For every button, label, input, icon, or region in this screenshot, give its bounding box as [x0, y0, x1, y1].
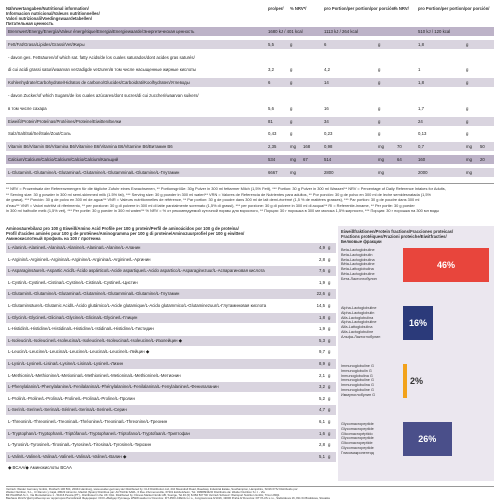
amino-label: L-Threonin/L-Threonine/L-Treonina/L-Thréonine/L-Treonina/L-Threonine/L-Треонин [8, 419, 168, 424]
nutrient-label: Fett/Fat/Grasa/Lipides/Grassi/Vet/Жиры [8, 41, 85, 47]
amino-value: 1,6 [319, 430, 325, 436]
nrv-portion-water: 50 [480, 144, 485, 150]
value-per-100g: 81 [268, 118, 273, 124]
nutrient-label: - davon Zucker/of which Sugars/de los cuales azúcares/dont sucres/di cui zuccheri/waarvan suikers/ [8, 93, 199, 98]
amino-unit: g [328, 349, 331, 355]
fraction-name: Alfa-Lactoglobulina [341, 315, 374, 320]
amino-value: 7,6 [319, 268, 325, 274]
amino-row [6, 440, 336, 450]
value-per-100g: 6 [268, 80, 271, 86]
amino-value: 5,3 [319, 337, 325, 343]
col1-header: pro/per/ [268, 6, 284, 11]
unit-portion-water: g [466, 80, 469, 86]
nutrition-row [6, 53, 494, 62]
value-portion-milk: 2800 [324, 169, 334, 175]
unit-portion-milk: g [378, 67, 381, 73]
protein-title-line-1: Eiweißfraktionen/Protein fractions/Fracciones proteicas/ [341, 229, 454, 234]
unit-portion-water: mg [466, 157, 472, 162]
amino-unit: g [328, 430, 331, 436]
value-per-100g: 5,5 [268, 41, 274, 47]
fraction-name: Alpha-Lactoglobuline [341, 320, 377, 325]
amino-row [6, 347, 336, 357]
amino-row [6, 301, 336, 311]
fraction-name: Alfa-Lactoglobuline [341, 330, 374, 334]
value-portion-water: 160 [418, 157, 426, 162]
nutrient-label: Salz/Salt/Sal/Sel/Sale/Zout/Соль [8, 131, 71, 137]
amino-row [6, 336, 336, 346]
amino-label: L-Glutamin/L-Glutamine/L-Glutamina/L-Glutamine/L-Glutammina/L-Glutamine/L-Глутамин [8, 291, 180, 297]
fraction-name: Bêta-Lactoglobuline [341, 262, 375, 267]
amino-row [6, 405, 336, 415]
amino-label: ◆ BCAA/◆ Аминокислоты ВСАА [8, 465, 72, 471]
amino-title-line-1: Aminosäurebilanz pro 100 g Eiweiß/Amino Acid Profile per 100 g protein/Perfil de aminoácidos por 100 g de proteína/ [6, 226, 239, 231]
value-per-100g: 0,43 [268, 131, 277, 137]
distribution-line: BF PHARMA S.r.l., Via Montefalcone 1 - 51016 Pescia (PT) - Distributed in the UK: Dist. Distributed by: Fitness Market Nordic AB, Sverige, Tel 46 (0) 8-684 507 50/ Vertrieb Schweiz: Weirsport Nutrition GmbH, Tricon 8001 [6, 493, 280, 497]
distribution-line: Bauhaus Zürich/ Дистрибьютор на территории Российской Федерации: ООО «Вейдер Русланд» WWW.weider.ru/ Dovozce: FIT-PRO-CZECH s.r.o., Jungmannova 6/1016, 19000 Praha 9/ Dovozca: FIT PLUS s.r.o., Štefánikova 16, 811 04 Bratislava, Slovakia [6, 496, 330, 500]
fraction-bar [403, 306, 433, 340]
unit-portion-milk: g [378, 41, 381, 47]
amino-label: L-Histidin/L-Histidine/L-Histidina/L-Histidine/L-Istidina/L-Histidine/L-Гистидин [8, 326, 154, 332]
nutrition-title-line-4: Питательная ценность [6, 21, 54, 26]
fraction-name: Immunoglobulina G [341, 383, 374, 388]
fraction-name: Иммуноглобулин G [341, 392, 376, 397]
fraction-name: Alpha-Lactoglobulin [341, 310, 375, 315]
nrv-portion-water: 20 [480, 157, 485, 162]
nutrition-row [6, 40, 494, 49]
distribution-line: Weider Nutrition, S.L., C/ Ramón y Cajal, 28023 Alcorcón, Madrid (Spain)/ Distribué par: ACTILIFE SARL, 6 Rue d'Armenonville, 67201 Eckbolsheim, Tél. 0386893420/ Distribuito da: Weider Nutrition S.r.l. - Via [6, 490, 265, 494]
col3-header: pro Portion/per portion/por porción/ [418, 6, 490, 11]
fraction-name: Immunoglobuline G [341, 378, 374, 383]
value-portion-milk: 514 [324, 157, 332, 162]
unit-portion-milk: g [378, 131, 381, 137]
value-portion-water: 1 [418, 67, 421, 73]
nrv-per-100g: 168 [303, 144, 311, 150]
unit-portion-water: g [466, 67, 469, 73]
footnote-line: ** Serving size: 30 g powder in 300 ml semi-skimmed milk (1.5% fat), *** Serving size: 30 g powder in 300 ml water/** VRN = Valores de Referencia de Nutrientes para adultos, ** Por porción: 30 g de polvo en 300 ml de leche semidesnatada (1,5% [6, 191, 431, 197]
unit-per-100g: mg [290, 169, 296, 175]
unit-per-100g: mg [290, 157, 296, 162]
fraction-name: Бета-Лактоглобулин [341, 276, 377, 281]
nutrition-row [6, 155, 494, 164]
amino-row [6, 359, 336, 369]
fraction-name: Alfa-Lattoglobulina [341, 325, 373, 330]
amino-row [6, 382, 336, 392]
amino-unit: g [328, 279, 331, 285]
amino-unit: g [328, 419, 331, 424]
nutrition-row [6, 104, 494, 113]
amino-label: L-Valin/L-Valine/L-Valina/L-Valine/L-Valina/L-Valine/L-Валин ◆ [8, 453, 127, 459]
value-portion-milk: 16 [324, 105, 329, 111]
amino-unit: g [328, 326, 331, 332]
fraction-name: Glycomacropeptide [341, 422, 374, 426]
amino-unit: g [328, 268, 331, 274]
amino-row [6, 417, 336, 427]
fraction-name: Inmunoglobulina G [341, 373, 373, 378]
amino-row [6, 289, 336, 299]
amino-value: 4,9 [319, 245, 325, 250]
footnote-line: in 300 ml halfvolle melk (1,5% vet), *** Per portie: 30 g poeder in 300 ml water/** % NRV = % от рекомендуемой суточной нормы для взрослого, ** Порция: 30 г порошка в 300 мл молока 1,5% жирности, *** Порция: 30 г порошка на 300 мл воды [6, 208, 440, 214]
nrv-portion-milk: 64 [397, 157, 402, 162]
protein-title-line-2: Fractions protéiques/Frazioni proteiche/Eiwitfracties/ [341, 234, 447, 239]
fraction-name: Immunoglobuline G [341, 388, 374, 392]
value-portion-milk: 6 [324, 41, 327, 47]
nutrition-title-line-3: Valori nutrizionali/Voedingswaardetabellen/ [6, 16, 93, 21]
unit-per-100g: mg [290, 144, 296, 150]
nutrition-row [6, 78, 494, 87]
amino-value: 1,9 [319, 279, 325, 285]
protein-fractions-panel [338, 226, 494, 481]
unit-portion-water: mg [466, 169, 472, 175]
divider [6, 183, 494, 184]
nutrition-title-line-1: Nährwertangaben/Nutritional information/ [6, 6, 89, 11]
amino-label: L-Leucin/L-Leucine/L-Leucina/L-Leucine/L-Leucina/L-Leucine/L-Лейцин ◆ [8, 349, 150, 355]
amino-value: 5,2 [319, 395, 325, 401]
amino-label: L-Asparaginsäure/L-Aspartic Acid/L-Ácido aspártico/L-Acide aspartique/L-Acido aspartico/L-Asparaginezuur/L-Аспарагиновая кислота [8, 268, 265, 274]
fraction-name: Beta-Lactoglobulin [341, 252, 373, 257]
unit-per-100g: g [290, 67, 293, 73]
amino-label: L-Glutaminsäure/L-Glutamic Acid/L-Ácido glutámico/L-Acide glutamique/L-Acido glutammico/L-Glutaminezuur/L-Глутаминовая кислота [8, 303, 267, 308]
distribution-line: Vertrieb: Weider Germany GmbH, Postfach 106 564, 20044 Hamburg, www.weider-germany.de/ Distributed by: CLF Distribution Ltd, 210 Maundrell Road, Raedway Industrial Estate, Southampton, Hampshire, SO16 0YS/ Distribuido por: [6, 487, 299, 491]
amino-title-line-3: Аминокислотный профиль на 100 г протеина [6, 236, 101, 241]
amino-unit: g [328, 291, 331, 297]
nutrient-label: в том числе сахара [8, 105, 47, 111]
fraction-name: Glicomacropeptide [341, 441, 373, 446]
amino-row [6, 463, 336, 473]
amino-unit: g [328, 245, 331, 250]
amino-label: L-Lysin/L-Lysine/L-Lisina/L-Lysine/L-Lisina/L-Lysine/L-Лизин [8, 361, 123, 366]
amino-value: 1,8 [319, 314, 325, 320]
nutrition-row [6, 168, 494, 177]
amino-row [6, 394, 336, 404]
col1-nrv-header: % NRV*/ [290, 6, 307, 11]
amino-label: L-Tryptophan/L-Tryptophan/L-Triptófano/L-Tryptophane/L-Triptofano/L-Tryptofaan/L-Триптофан [8, 430, 190, 436]
amino-value: 2,8 [319, 256, 325, 262]
amino-label: L-Alanin/L-Alanine/L-Alanina/L-Alanine/L-Alanina/L-Alanine/L-Аланин [8, 245, 141, 250]
amino-unit: g [328, 372, 331, 378]
amino-value: 2,8 [319, 442, 325, 448]
amino-row [6, 266, 336, 276]
amino-unit: g [328, 303, 331, 308]
unit-portion-milk: mg [378, 169, 384, 175]
value-portion-milk: 1113 kJ / 264 kcal [324, 29, 358, 34]
value-portion-water: 0,13 [418, 131, 427, 137]
amino-title-line-2: Profil d'acides aminés pour 100 g de protéines/Aminogramma per 100 g di proteine/Aminozuurprofiel per 100 g eiwitten/ [6, 231, 245, 236]
unit-per-100g: g [290, 131, 293, 137]
nutrient-label: Brennwert/Energy/Energía/Valeur énergétique/Energia/Energiewaarde/Энергетическая ценность [8, 29, 195, 34]
amino-value: 2,1 [319, 372, 325, 378]
amino-label: L-Serin/L-Serine/L-Serina/L-Sérine/L-Serina/L-Serine/L-Серин [8, 407, 127, 413]
amino-value: 14,5 [316, 303, 325, 308]
unit-portion-water: g [466, 118, 469, 124]
fraction-name: Glycomacropeptide [341, 436, 374, 441]
nutrition-row [6, 129, 494, 138]
fraction-name: Immunoglobuline G [341, 364, 374, 368]
nutrition-title-line-2: Informacion nutricional/Valeurs nutritionnelles/ [6, 11, 100, 16]
value-portion-milk: 34 [324, 118, 329, 124]
nrv-portion-milk: 70 [397, 144, 402, 150]
amino-value: 1,9 [319, 326, 325, 332]
nutrient-label: Kohlenhydrate/Carbohydrate/Hidratos de carbono/Glucides/Carboidrati/Koolhydraten/Углеводы [8, 80, 190, 86]
nutrition-row [6, 27, 494, 36]
footnote-line: de grasa), *** Porción: 30 g de polvo en 300 ml de agua/** VNR = Valeurs nutritionnelles de référence, ** Par portion: 30 g de poudre dans 300 ml de lait demi-écrémé (1,5 % de matières grasses), *** Par portion: 30 g de poudre dans 300 ml [6, 197, 420, 203]
amino-value: 5,1 [319, 453, 325, 459]
value-portion-water: 1,8 [418, 41, 424, 47]
nutrient-label: - davon ges. Fettsäuren/of which sat. fatty Acids/de los cuales saturados/dont acides gras saturés/ [8, 54, 195, 60]
fraction-name: Bèta-Lactoglobuline [341, 272, 375, 276]
amino-value: 4,7 [319, 407, 325, 413]
value-portion-water: 2000 [418, 169, 428, 175]
fraction-percent: 26% [418, 434, 437, 444]
amino-row [6, 324, 336, 334]
value-portion-water: 510 kJ / 120 kcal [418, 29, 451, 34]
amino-label: L-Glycin/L-Glycine/L-Glicina/L-Glycine/L-Glicina/L-Glycine/L-Глицин [8, 314, 138, 320]
value-per-100g: 1680 kJ / 401 kcal [268, 29, 303, 34]
fraction-name: Immunoglobulin G [341, 368, 372, 373]
amino-unit: g [328, 407, 331, 413]
amino-unit: g [328, 337, 331, 343]
nutrition-row [6, 91, 494, 100]
amino-value: 3,2 [319, 384, 325, 390]
fraction-bar [403, 248, 489, 282]
amino-label: L-Methionin/L-Methionine/L-Metionina/L-Methionine/L-Metionina/L-Methionine/L-Метионин [8, 372, 181, 378]
amino-label: L-Prolin/L-Proline/L-Prolina/L-Proline/L-Prolina/L-Proline/L-Пролин [8, 395, 135, 401]
nrv-per-100g: 67 [303, 157, 308, 162]
amino-unit: g [328, 256, 331, 262]
value-portion-milk: 0,23 [324, 131, 333, 137]
footnote-line: ** NRV = Prozentsatz der Referenzmengen für die tägliche Zufuhr eines Erwachsenen, ** Portionsgröße: 30g Pulver in 300 ml fettarmer Milch (1,5% Fett), *** Portion: 30 g Pulver in 300 ml Wasser/** NRV = Percentage of Daily Reference Intakes for Adults, [6, 186, 446, 191]
amino-acid-table [6, 226, 336, 481]
unit-portion-milk: mg [378, 144, 384, 150]
value-portion-milk: 4,2 [324, 67, 330, 73]
nutrition-row [6, 142, 494, 151]
value-per-100g: 3,2 [268, 67, 274, 73]
value-portion-water: 24 [418, 118, 423, 124]
fraction-name: Alpha-Lactoglobuline [341, 306, 377, 310]
unit-portion-milk: g [378, 118, 381, 124]
value-per-100g: 5,6 [268, 105, 274, 111]
fraction-name: Beta-Lactoglobulina [341, 257, 375, 262]
value-portion-milk: 14 [324, 80, 329, 86]
amino-value: 9,7 [319, 349, 325, 355]
unit-per-100g: g [290, 41, 293, 47]
fraction-name: Beta-Lattoglobulina [341, 267, 374, 272]
fraction-name: Glycomacropeptide [341, 446, 374, 450]
nutrient-label: L-Glutamin/L-Glutamine/L-Glutamina/L-Glutamine/L-Glutammina/L-Glutamine/L-Глутамин [8, 169, 180, 175]
unit-portion-milk: g [378, 80, 381, 86]
nutrition-row [6, 65, 494, 74]
amino-row [6, 371, 336, 381]
amino-unit: g [328, 384, 331, 390]
fraction-percent: 16% [408, 318, 427, 328]
nutrient-label: di cui acidi grassi saturi/waarvan verzadigde vetzuren/в том числе насыщенные жирные кислоты [8, 67, 197, 73]
nutrient-label: Eiweiß/Protein/Proteínas/Protéines/Proteine/Eiwitten/Белки [8, 118, 122, 124]
amino-row [6, 278, 336, 288]
unit-per-100g: g [290, 105, 293, 111]
fraction-name: Альфа-Лактоглобулин [341, 334, 381, 339]
nutrient-label: Calcium/Calcium/Calcio/Calcium/Calcio/Calcium/Кальций [8, 157, 119, 162]
amino-row [6, 255, 336, 265]
value-portion-water: 1,7 [418, 105, 424, 111]
amino-unit: g [328, 442, 331, 448]
nutrition-row [6, 117, 494, 126]
protein-title-line-3: Белковые фракции [341, 239, 382, 244]
amino-row [6, 313, 336, 323]
value-portion-milk: 0,98 [324, 144, 333, 150]
amino-unit: g [328, 453, 331, 459]
unit-per-100g: g [290, 80, 293, 86]
amino-value: 8,9 [319, 361, 325, 366]
unit-portion-water: g [466, 131, 469, 137]
amino-value: 22,6 [316, 291, 325, 297]
col2-header: pro Portion/per portion/por porción/ [324, 6, 396, 11]
unit-portion-water: g [466, 105, 469, 111]
fraction-percent: 46% [436, 260, 455, 270]
amino-unit: g [328, 361, 331, 366]
footnote-line: d'eau/** VNR = Valori nutritivi di riferimento, ** per porzione: 30 g di polvere in 300 ml di latte parzialmente scremato (1,5% di grassi), *** per porzione: 30 g di polvere in 300 ml di acqua/** RI = Referentie-inname, ** Per portie: 30 g poeder [6, 202, 415, 208]
unit-portion-water: g [466, 41, 469, 47]
amino-label: L-Phenylalanin/L-Phenylalanine/L-Fenilalanina/L-Phénylalanine/L-Fenilalanina/L-Fenylalanine/L-Фенилаланин [8, 384, 219, 390]
amino-value: 6,1 [319, 419, 325, 424]
fraction-percent: 2% [410, 376, 424, 386]
amino-label: L-Arginin/L-Arginine/L-Arginina/L-Arginine/L-Arginina/L-Arginine/L-Аргинин [8, 256, 151, 262]
nutrient-label: Vitamin B6/Vitamin B6/Vitamina B6/Vitamine B6/Vitamina B6/Vitamine B6/Витамин B6 [8, 144, 173, 150]
amino-unit: g [328, 314, 331, 320]
fraction-name: Гликомакропептид [341, 450, 374, 455]
amino-unit: g [328, 395, 331, 401]
amino-label: L-Isoleucin/L-Isoleucine/L-Isoleucina/L-Isoleucine/L-Isoleucina/L-Isoleucine/L-Изолейцин ◆ [8, 337, 182, 343]
amino-row [6, 243, 336, 253]
fraction-bar [403, 364, 424, 398]
unit-portion-milk: g [378, 105, 381, 111]
fraction-name: Glicomacropéptido [341, 431, 373, 436]
unit-per-100g: g [290, 118, 293, 124]
fraction-name: Glycomacropeptide [341, 426, 374, 431]
fraction-name: Beta-Lactoglobuline [341, 248, 375, 252]
amino-label: L-Tyrosin/L-Tyrosine/L-Tirosina/L-Tyrosine/L-Tirosina/L-Tyrosine/L-Тирозин [8, 442, 152, 448]
unit-portion-water: mg [466, 144, 472, 150]
amino-row [6, 452, 336, 462]
value-per-100g: 2,35 [268, 144, 277, 150]
fraction-bar [403, 422, 452, 456]
amino-row [6, 429, 336, 439]
amino-label: L-Cystin/L-Cystine/L-Cistina/L-Cystine/L-Cistina/L-Cystine/L-Цистин [8, 279, 138, 285]
value-portion-water: 0,7 [418, 144, 424, 150]
value-per-100g: 534 [268, 157, 276, 162]
unit-portion-milk: mg [378, 157, 384, 162]
value-portion-water: 1,8 [418, 80, 424, 86]
value-per-100g: 6667 [268, 169, 278, 175]
nutrition-table [6, 6, 494, 182]
col2-nrv-header: % NRV/ [394, 6, 409, 11]
